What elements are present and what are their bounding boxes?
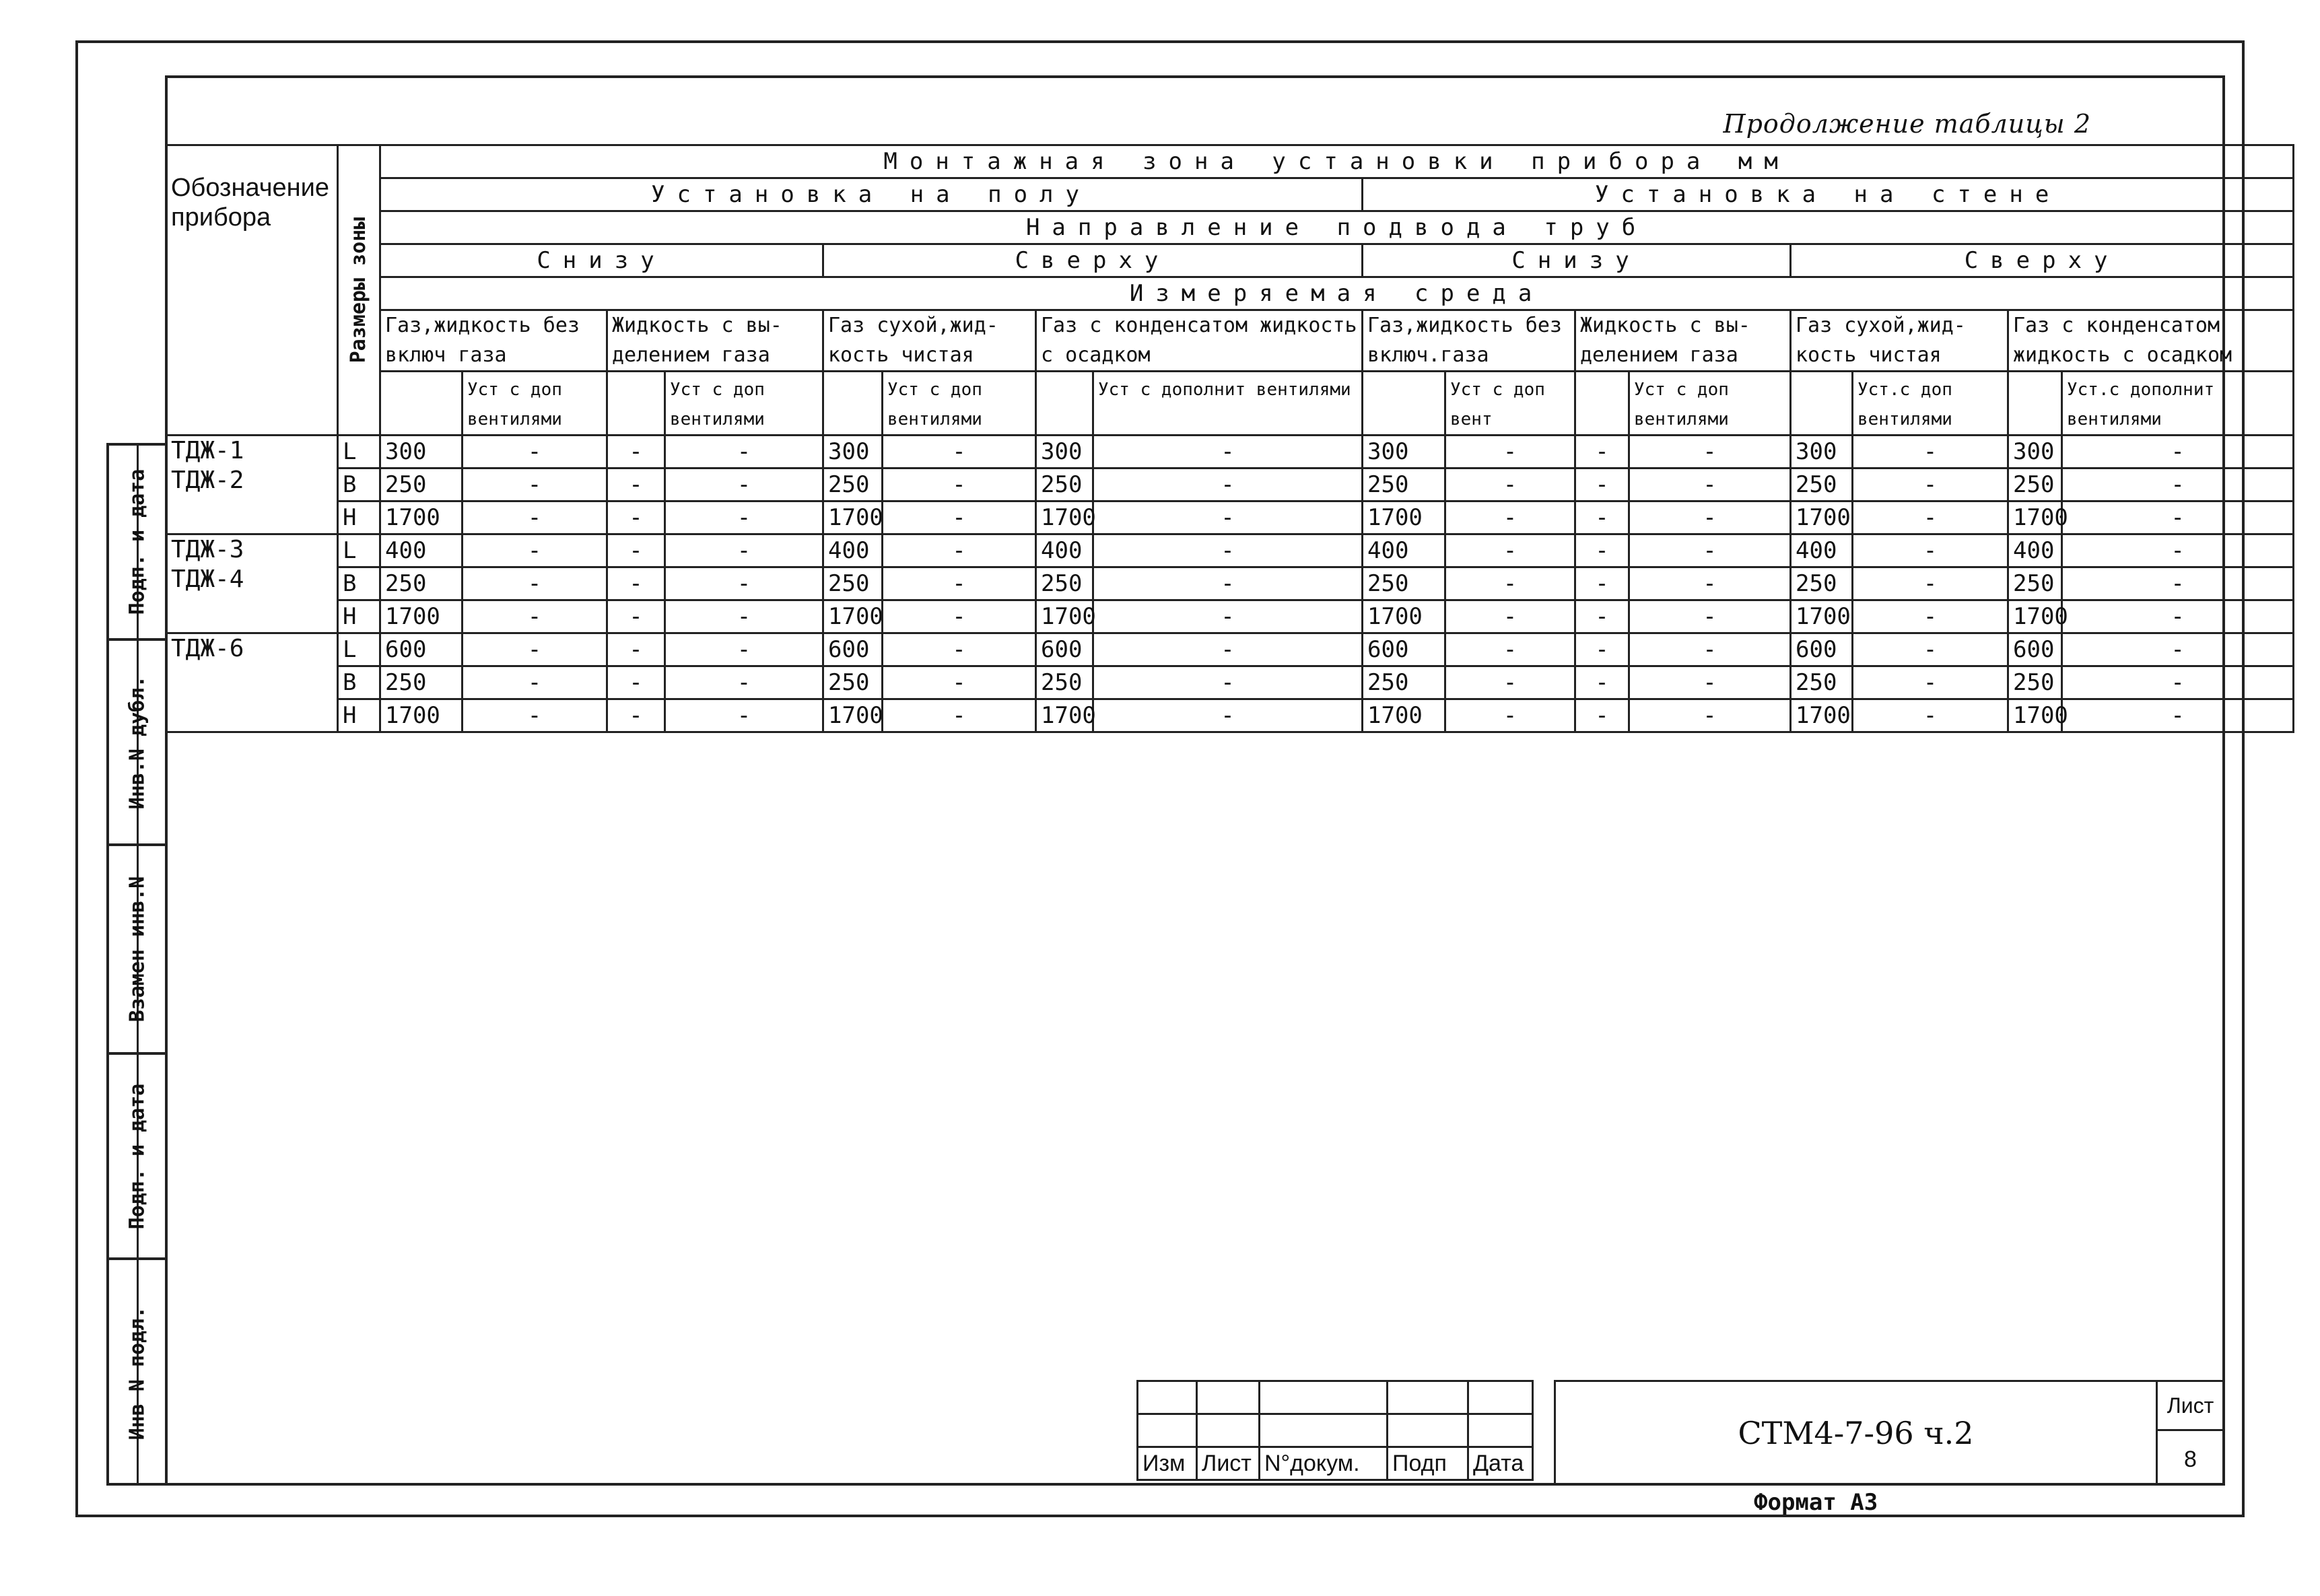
value-cell: 1700 <box>2008 600 2062 633</box>
value-cell: 1700 <box>380 501 463 534</box>
value-cell: - <box>1093 666 1363 699</box>
table-caption: Продолжение таблицы 2 <box>1723 109 2091 139</box>
value-cell: - <box>1445 501 1575 534</box>
medium-header: Измеряемая среда <box>380 277 2294 310</box>
wall-above-header: Сверху <box>1791 244 2294 277</box>
value-cell: - <box>1629 699 1791 732</box>
sizes-header <box>338 145 380 436</box>
value-subheader-empty <box>1575 372 1629 436</box>
medium-col-5: Газ,жидкость без включ.газа <box>1363 310 1575 372</box>
value-cell: 400 <box>1791 534 1853 567</box>
value-cell: - <box>2062 469 2294 501</box>
value-cell: 600 <box>1791 633 1853 666</box>
value-cell: 1700 <box>380 699 463 732</box>
value-cell: - <box>1093 501 1363 534</box>
value-subheader-empty <box>2008 372 2062 436</box>
value-subheader-empty <box>823 372 883 436</box>
value-cell: - <box>1629 666 1791 699</box>
medium-col-6: Жидкость с вы-делением газа <box>1575 310 1791 372</box>
side-label: Взамен инв.N <box>125 876 149 1022</box>
value-cell: - <box>1575 699 1629 732</box>
value-cell: 400 <box>380 534 463 567</box>
paper-format: Формат А3 <box>1754 1489 1878 1516</box>
value-cell: - <box>665 600 823 633</box>
valve-subheader: Уст с дополнит вентилями <box>1093 372 1363 436</box>
value-cell: - <box>463 699 607 732</box>
table-row <box>166 436 2294 469</box>
value-cell: - <box>1445 699 1575 732</box>
value-cell: - <box>1445 469 1575 501</box>
value-cell: - <box>1445 600 1575 633</box>
value-cell: 250 <box>1791 567 1853 600</box>
value-cell: - <box>1853 436 2008 469</box>
medium-col-4: Газ с конденсатом жидкость с осадком <box>1036 310 1363 372</box>
medium-col-3: Газ сухой,жид-кость чистая <box>823 310 1036 372</box>
side-cell-signature-2 <box>109 1055 165 1260</box>
value-cell: 300 <box>1791 436 1853 469</box>
value-cell: 400 <box>823 534 883 567</box>
value-cell: 250 <box>1363 666 1445 699</box>
value-cell: 250 <box>823 666 883 699</box>
value-subheader-empty <box>1791 372 1853 436</box>
valve-subheader: Уст с доп вентилями <box>665 372 823 436</box>
side-label: Подп. и дата <box>125 1083 149 1229</box>
value-cell: - <box>1853 633 2008 666</box>
value-cell: 250 <box>380 469 463 501</box>
value-cell: - <box>607 666 665 699</box>
table-row <box>166 567 2294 600</box>
value-cell: - <box>1629 501 1791 534</box>
value-cell: 250 <box>1036 567 1093 600</box>
dimension-label: L <box>338 436 380 469</box>
value-cell: 250 <box>1791 469 1853 501</box>
value-cell: 250 <box>1363 469 1445 501</box>
value-cell: - <box>2062 666 2294 699</box>
value-cell: 1700 <box>1036 699 1093 732</box>
value-cell: - <box>1853 534 2008 567</box>
value-cell: - <box>463 534 607 567</box>
value-cell: 400 <box>1363 534 1445 567</box>
value-cell: 1700 <box>1791 600 1853 633</box>
value-cell: 600 <box>1036 633 1093 666</box>
value-cell: - <box>463 436 607 469</box>
value-cell: 250 <box>380 567 463 600</box>
dimension-label: B <box>338 666 380 699</box>
value-cell: - <box>1853 666 2008 699</box>
value-cell: 300 <box>2008 436 2062 469</box>
medium-col-8: Газ с конденсатом жидкость с осадком <box>2008 310 2294 372</box>
value-cell: - <box>883 699 1036 732</box>
value-cell: - <box>1629 633 1791 666</box>
value-cell: 250 <box>823 469 883 501</box>
value-cell: 1700 <box>823 699 883 732</box>
table-row <box>166 666 2294 699</box>
value-cell: - <box>1853 501 2008 534</box>
value-subheader-empty <box>1036 372 1093 436</box>
value-cell: - <box>1629 469 1791 501</box>
device-name: ТДЖ-1 <box>171 437 244 464</box>
value-cell: - <box>1575 436 1629 469</box>
device-name: ТДЖ-3 <box>171 536 244 563</box>
value-cell: 1700 <box>1791 501 1853 534</box>
value-cell: - <box>1093 600 1363 633</box>
table-row <box>166 699 2294 732</box>
value-cell: - <box>1093 469 1363 501</box>
device-name-cell <box>166 436 338 534</box>
value-cell: - <box>883 666 1036 699</box>
value-cell: - <box>1575 567 1629 600</box>
value-cell: 1700 <box>823 600 883 633</box>
value-cell: - <box>883 469 1036 501</box>
dimension-label: B <box>338 567 380 600</box>
sizes-label: Размеры зоны <box>347 217 370 363</box>
zone-title: Монтажная зона установки прибора мм <box>380 145 2294 178</box>
value-cell: - <box>1093 436 1363 469</box>
value-cell: 250 <box>1791 666 1853 699</box>
value-cell: - <box>1445 534 1575 567</box>
value-cell: - <box>1575 666 1629 699</box>
dimensions-table <box>165 144 2294 733</box>
valve-subheader: Уст с доп вентилями <box>463 372 607 436</box>
value-cell: - <box>883 633 1036 666</box>
value-cell: - <box>665 633 823 666</box>
value-cell: - <box>665 534 823 567</box>
table-row <box>166 633 2294 666</box>
dimension-label: H <box>338 699 380 732</box>
dimension-label: H <box>338 501 380 534</box>
value-cell: - <box>883 501 1036 534</box>
floor-above-header: Сверху <box>823 244 1363 277</box>
value-cell: - <box>883 436 1036 469</box>
value-cell: - <box>607 699 665 732</box>
value-cell: 600 <box>823 633 883 666</box>
medium-col-7: Газ сухой,жид-кость чистая <box>1791 310 2008 372</box>
value-cell: - <box>2062 699 2294 732</box>
value-cell: - <box>1093 534 1363 567</box>
value-cell: - <box>2062 501 2294 534</box>
value-cell: - <box>665 501 823 534</box>
revision-grid <box>1136 1380 1534 1481</box>
rev-header-document: N°докум. <box>1260 1447 1388 1480</box>
value-cell: 1700 <box>1363 600 1445 633</box>
value-cell: - <box>1575 600 1629 633</box>
medium-col-1: Газ,жидкость без включ газа <box>380 310 607 372</box>
value-cell: - <box>2062 600 2294 633</box>
floor-header: Установка на полу <box>380 178 1363 211</box>
value-cell: 1700 <box>2008 699 2062 732</box>
table-row <box>166 469 2294 501</box>
value-cell: 300 <box>380 436 463 469</box>
value-cell: 250 <box>1036 469 1093 501</box>
value-cell: - <box>463 469 607 501</box>
value-cell: 400 <box>2008 534 2062 567</box>
value-cell: 1700 <box>1791 699 1853 732</box>
value-cell: - <box>607 436 665 469</box>
value-cell: - <box>607 567 665 600</box>
side-cell-duplicate <box>109 641 165 846</box>
value-cell: 250 <box>2008 666 2062 699</box>
rev-header-signature: Подп <box>1388 1447 1468 1480</box>
sheet-box <box>2158 1380 2225 1486</box>
value-cell: - <box>1853 600 2008 633</box>
value-cell: - <box>1445 633 1575 666</box>
value-cell: - <box>1093 567 1363 600</box>
side-label: Инв N подл. <box>125 1306 149 1440</box>
value-cell: - <box>607 600 665 633</box>
device-name-cell <box>166 534 338 633</box>
value-cell: - <box>1575 534 1629 567</box>
direction-header: Направление подвода труб <box>380 211 2294 244</box>
value-cell: 250 <box>2008 567 2062 600</box>
side-cell-original <box>109 1260 165 1486</box>
value-cell: - <box>607 633 665 666</box>
value-cell: - <box>1575 501 1629 534</box>
dimension-label: B <box>338 469 380 501</box>
value-cell: 300 <box>1036 436 1093 469</box>
value-cell: - <box>1853 699 2008 732</box>
value-cell: - <box>1575 469 1629 501</box>
value-cell: - <box>1445 567 1575 600</box>
side-cell-signature-1 <box>109 446 165 641</box>
value-subheader-empty <box>1363 372 1445 436</box>
value-cell: - <box>607 534 665 567</box>
dimension-label: L <box>338 633 380 666</box>
value-cell: - <box>463 501 607 534</box>
value-cell: - <box>1629 436 1791 469</box>
value-cell: - <box>883 567 1036 600</box>
value-cell: - <box>1853 567 2008 600</box>
title-block <box>1136 1380 2225 1486</box>
floor-below-header: Снизу <box>380 244 823 277</box>
value-cell: 250 <box>380 666 463 699</box>
value-cell: - <box>2062 534 2294 567</box>
value-cell: - <box>665 567 823 600</box>
value-cell: - <box>463 633 607 666</box>
value-cell: - <box>1093 633 1363 666</box>
device-name: ТДЖ-6 <box>171 635 244 662</box>
device-name: ТДЖ-2 <box>171 466 244 494</box>
document-code: СТМ4-7-96 ч.2 <box>1554 1380 2158 1486</box>
value-cell: 1700 <box>2008 501 2062 534</box>
value-cell: 1700 <box>1363 699 1445 732</box>
value-cell: 600 <box>2008 633 2062 666</box>
value-cell: 300 <box>1363 436 1445 469</box>
designation-header: Обозначение прибора <box>166 145 338 436</box>
rev-header-sheet: Лист <box>1197 1447 1260 1480</box>
side-strip <box>106 443 165 1486</box>
value-cell: - <box>665 469 823 501</box>
value-cell: - <box>607 469 665 501</box>
valve-subheader: Уст с доп вентилями <box>1629 372 1791 436</box>
value-cell: - <box>883 534 1036 567</box>
wall-header: Установка на стене <box>1363 178 2294 211</box>
rev-header-date: Дата <box>1468 1447 1533 1480</box>
dimension-label: H <box>338 600 380 633</box>
valve-subheader: Уст.с доп вентилями <box>1853 372 2008 436</box>
value-cell: - <box>2062 633 2294 666</box>
valve-subheader: Уст.с дополнит вентилями <box>2062 372 2294 436</box>
value-cell: - <box>2062 567 2294 600</box>
sheet-label: Лист <box>2158 1382 2223 1431</box>
value-cell: 1700 <box>380 600 463 633</box>
valve-subheader: Уст с доп вент <box>1445 372 1575 436</box>
value-cell: - <box>883 600 1036 633</box>
value-cell: 400 <box>1036 534 1093 567</box>
medium-col-2: Жидкость с вы-делением газа <box>607 310 823 372</box>
value-cell: - <box>1629 600 1791 633</box>
value-subheader-empty <box>607 372 665 436</box>
side-label: Подп. и дата <box>125 469 149 615</box>
value-cell: - <box>665 436 823 469</box>
value-cell: - <box>1575 633 1629 666</box>
value-cell: 300 <box>823 436 883 469</box>
value-cell: - <box>1629 567 1791 600</box>
value-cell: 1700 <box>823 501 883 534</box>
value-cell: - <box>1093 699 1363 732</box>
value-subheader-empty <box>380 372 463 436</box>
value-cell: - <box>665 699 823 732</box>
table-row <box>166 600 2294 633</box>
value-cell: 1700 <box>1036 600 1093 633</box>
value-cell: - <box>463 600 607 633</box>
value-cell: - <box>665 666 823 699</box>
device-name-cell <box>166 633 338 732</box>
side-cell-replace <box>109 846 165 1055</box>
device-name: ТДЖ-4 <box>171 565 244 593</box>
value-cell: 600 <box>1363 633 1445 666</box>
value-cell: - <box>1853 469 2008 501</box>
value-cell: 250 <box>1036 666 1093 699</box>
rev-header-change: Изм <box>1138 1447 1197 1480</box>
value-cell: - <box>2062 436 2294 469</box>
table-row <box>166 534 2294 567</box>
value-cell: 250 <box>2008 469 2062 501</box>
value-cell: 250 <box>823 567 883 600</box>
value-cell: 600 <box>380 633 463 666</box>
value-cell: - <box>1445 436 1575 469</box>
table-row <box>166 501 2294 534</box>
value-cell: - <box>463 666 607 699</box>
valve-subheader: Уст с доп вентилями <box>883 372 1036 436</box>
wall-below-header: Снизу <box>1363 244 1791 277</box>
value-cell: - <box>1629 534 1791 567</box>
value-cell: 250 <box>1363 567 1445 600</box>
side-label: Инв.N дубл. <box>125 675 149 809</box>
value-cell: - <box>1445 666 1575 699</box>
dimension-label: L <box>338 534 380 567</box>
value-cell: - <box>607 501 665 534</box>
value-cell: 1700 <box>1363 501 1445 534</box>
sheet-number: 8 <box>2184 1447 2197 1472</box>
value-cell: - <box>463 567 607 600</box>
value-cell: 1700 <box>1036 501 1093 534</box>
